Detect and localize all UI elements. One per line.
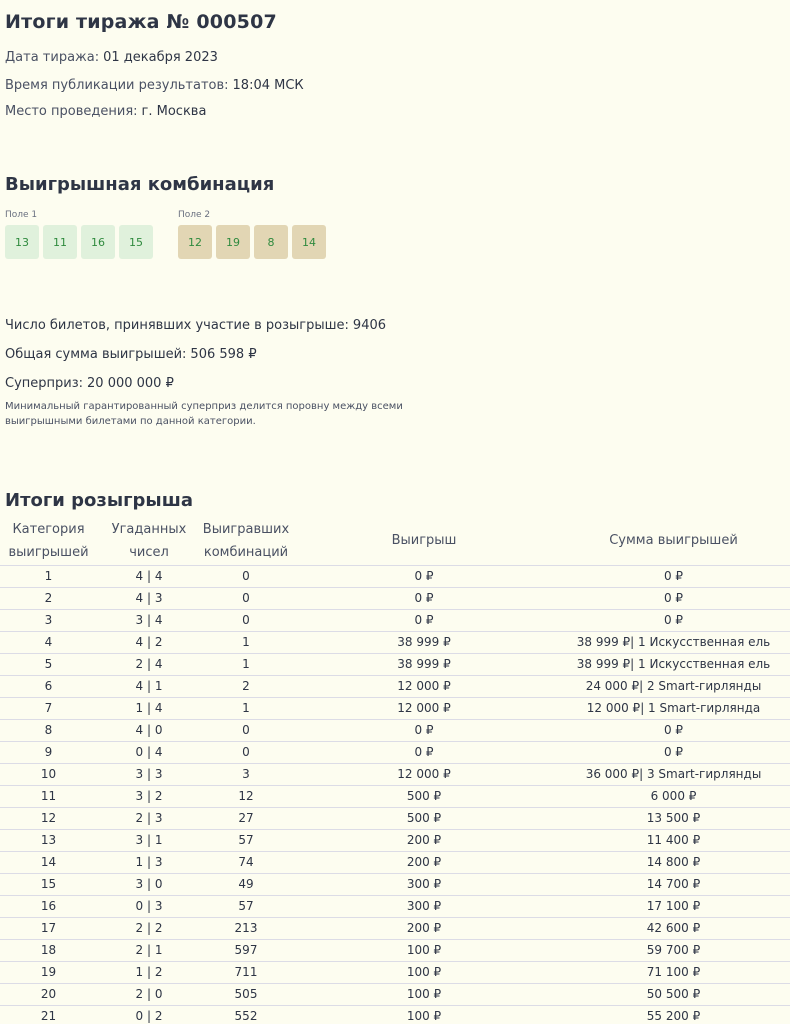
winners-cell: 213 [201,917,291,939]
category-cell: 8 [0,719,97,741]
winners-cell: 0 [201,587,291,609]
guessed-cell: 4 | 2 [97,631,201,653]
results-title: Итоги розыгрыша [5,490,193,511]
total-cell: 0 ₽ [557,587,790,609]
prize-cell: 38 999 ₽ [291,631,557,653]
total-cell: 11 400 ₽ [557,829,790,851]
prize-cell: 38 999 ₽ [291,653,557,675]
category-cell: 18 [0,939,97,961]
table-row [0,851,790,873]
table-row [0,763,790,785]
winners-cell: 2 [201,675,291,697]
guessed-cell: 0 | 3 [97,895,201,917]
results-table [0,517,790,1024]
table-row [0,631,790,653]
guessed-cell: 3 | 0 [97,873,201,895]
winners-cell: 0 [201,741,291,763]
prize-cell: 500 ₽ [291,807,557,829]
winners-cell: 3 [201,763,291,785]
guessed-cell: 2 | 4 [97,653,201,675]
category-cell: 3 [0,609,97,631]
prize-cell: 0 ₽ [291,587,557,609]
guessed-cell: 2 | 1 [97,939,201,961]
table-row [0,1005,790,1024]
superprize-label: Суперприз: [5,376,84,391]
winners-cell: 57 [201,895,291,917]
category-cell: 20 [0,983,97,1005]
total-winnings-label: Общая сумма выигрышей: [5,347,187,362]
total-winnings [5,347,257,362]
field2-ball: 14 [292,225,326,259]
winners-cell: 0 [201,609,291,631]
superprize-value: 20 000 000 ₽ [87,376,174,391]
table-row [0,587,790,609]
col-category: Категория выигрышей [8,521,89,560]
category-cell: 4 [0,631,97,653]
draw-date-value: 01 декабря 2023 [103,50,218,65]
field2-ball: 19 [216,225,250,259]
prize-cell: 200 ₽ [291,851,557,873]
total-cell: 17 100 ₽ [557,895,790,917]
total-winnings-value: 506 598 ₽ [190,347,257,362]
table-row [0,609,790,631]
guessed-cell: 1 | 4 [97,697,201,719]
field2-balls [178,225,326,259]
field1-ball: 11 [43,225,77,259]
prize-cell: 0 ₽ [291,565,557,587]
total-cell: 0 ₽ [557,609,790,631]
tickets-count-label: Число билетов, принявших участие в розыгрыше: [5,318,349,333]
prize-cell: 12 000 ₽ [291,763,557,785]
guessed-cell: 1 | 3 [97,851,201,873]
guessed-cell: 4 | 0 [97,719,201,741]
table-row [0,873,790,895]
winners-cell: 49 [201,873,291,895]
total-cell: 0 ₽ [557,719,790,741]
prize-cell: 0 ₽ [291,741,557,763]
prize-cell: 0 ₽ [291,609,557,631]
guessed-cell: 2 | 2 [97,917,201,939]
prize-cell: 200 ₽ [291,829,557,851]
total-cell: 24 000 ₽| 2 Smart-гирлянды [557,675,790,697]
draw-place-value: г. Москва [141,104,207,119]
prize-cell: 0 ₽ [291,719,557,741]
draw-date [5,50,218,65]
guessed-cell: 4 | 4 [97,565,201,587]
category-cell: 9 [0,741,97,763]
field2-ball: 8 [254,225,288,259]
category-cell: 10 [0,763,97,785]
category-cell: 6 [0,675,97,697]
category-cell: 15 [0,873,97,895]
category-cell: 13 [0,829,97,851]
guessed-cell: 0 | 4 [97,741,201,763]
table-row [0,961,790,983]
guessed-cell: 3 | 4 [97,609,201,631]
guessed-cell: 0 | 2 [97,1005,201,1024]
table-row [0,917,790,939]
winners-cell: 505 [201,983,291,1005]
col-total: Сумма выигрышей [609,533,738,549]
guessed-cell: 2 | 3 [97,807,201,829]
draw-place-label: Место проведения: [5,104,138,119]
combination-title: Выигрышная комбинация [5,174,275,195]
prize-cell: 200 ₽ [291,917,557,939]
total-cell: 13 500 ₽ [557,807,790,829]
total-cell: 59 700 ₽ [557,939,790,961]
winners-cell: 27 [201,807,291,829]
superprize [5,376,174,391]
col-prize: Выигрыш [391,533,457,549]
draw-date-label: Дата тиража: [5,50,100,65]
table-row [0,895,790,917]
publication-time-label: Время публикации результатов: [5,78,229,93]
superprize-note: Минимальный гарантированный суперприз делится поровну между всеми выигрышными билетами по данной категории. [5,401,403,427]
table-row [0,939,790,961]
field2-ball: 12 [178,225,212,259]
draw-place [5,104,206,119]
prize-cell: 500 ₽ [291,785,557,807]
guessed-cell: 3 | 1 [97,829,201,851]
field1-ball: 15 [119,225,153,259]
winners-cell: 74 [201,851,291,873]
results-body [0,565,790,1024]
total-cell: 55 200 ₽ [557,1005,790,1024]
results-header-row [0,517,790,565]
page-title: Итоги тиража № 000507 [5,11,277,33]
guessed-cell: 4 | 3 [97,587,201,609]
category-cell: 7 [0,697,97,719]
prize-cell: 12 000 ₽ [291,675,557,697]
winners-cell: 0 [201,565,291,587]
publication-time-value: 18:04 МСК [232,78,304,93]
field2-label: Поле 2 [178,210,211,220]
col-guessed: Угаданных чисел [111,521,187,560]
total-cell: 14 800 ₽ [557,851,790,873]
guessed-cell: 4 | 1 [97,675,201,697]
prize-cell: 300 ₽ [291,895,557,917]
winners-cell: 12 [201,785,291,807]
category-cell: 21 [0,1005,97,1024]
prize-cell: 100 ₽ [291,961,557,983]
total-cell: 38 999 ₽| 1 Искусственная ель [557,631,790,653]
table-row [0,829,790,851]
winners-cell: 1 [201,653,291,675]
table-row [0,675,790,697]
table-row [0,719,790,741]
category-cell: 11 [0,785,97,807]
tickets-count-value: 9406 [352,318,387,333]
category-cell: 19 [0,961,97,983]
total-cell: 36 000 ₽| 3 Smart-гирлянды [557,763,790,785]
winners-cell: 1 [201,697,291,719]
winners-cell: 711 [201,961,291,983]
total-cell: 71 100 ₽ [557,961,790,983]
total-cell: 0 ₽ [557,565,790,587]
table-row [0,741,790,763]
prize-cell: 300 ₽ [291,873,557,895]
total-cell: 50 500 ₽ [557,983,790,1005]
winners-cell: 552 [201,1005,291,1024]
field1-label: Поле 1 [5,210,38,220]
total-cell: 38 999 ₽| 1 Искусственная ель [557,653,790,675]
table-row [0,983,790,1005]
guessed-cell: 1 | 2 [97,961,201,983]
category-cell: 1 [0,565,97,587]
table-row [0,807,790,829]
winners-cell: 1 [201,631,291,653]
category-cell: 16 [0,895,97,917]
total-cell: 6 000 ₽ [557,785,790,807]
prize-cell: 12 000 ₽ [291,697,557,719]
col-winning-combinations: Выигравших комбинаций [202,521,290,560]
winners-cell: 597 [201,939,291,961]
winners-cell: 0 [201,719,291,741]
table-row [0,697,790,719]
total-cell: 12 000 ₽| 1 Smart-гирлянда [557,697,790,719]
guessed-cell: 2 | 0 [97,983,201,1005]
total-cell: 42 600 ₽ [557,917,790,939]
prize-cell: 100 ₽ [291,939,557,961]
field1-ball: 16 [81,225,115,259]
table-row [0,653,790,675]
table-row [0,565,790,587]
category-cell: 14 [0,851,97,873]
category-cell: 5 [0,653,97,675]
publication-time [5,78,304,93]
total-cell: 14 700 ₽ [557,873,790,895]
tickets-count [5,318,386,333]
winners-cell: 57 [201,829,291,851]
total-cell: 0 ₽ [557,741,790,763]
guessed-cell: 3 | 2 [97,785,201,807]
prize-cell: 100 ₽ [291,983,557,1005]
field1-ball: 13 [5,225,39,259]
table-row [0,785,790,807]
field1-balls [5,225,153,259]
category-cell: 2 [0,587,97,609]
guessed-cell: 3 | 3 [97,763,201,785]
category-cell: 12 [0,807,97,829]
category-cell: 17 [0,917,97,939]
prize-cell: 100 ₽ [291,1005,557,1024]
